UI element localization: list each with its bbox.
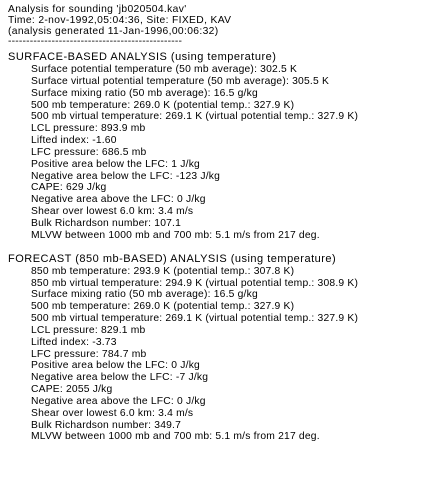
analysis-line: 500 mb temperature: 269.0 K (potential temp.: 327.9 K) <box>31 301 295 313</box>
analysis-line: Surface mixing ratio (50 mb average): 16.5 g/kg <box>31 87 258 99</box>
analysis-title-line: Analysis for sounding 'jb020504.kav' <box>8 4 187 15</box>
analysis-line: Negative area below the LFC: -123 J/kg <box>31 170 221 182</box>
analysis-line: Shear over lowest 6.0 km: 3.4 m/s <box>31 206 194 218</box>
analysis-line: CAPE: 2055 J/kg <box>31 384 113 396</box>
analysis-line: Bulk Richardson number: 349.7 <box>31 419 182 431</box>
analysis-line: Negative area above the LFC: 0 J/kg <box>31 194 206 206</box>
analysis-line: Surface mixing ratio (50 mb average): 16.5 g/kg <box>31 289 258 301</box>
analysis-line: MLVW between 1000 mb and 700 mb: 5.1 m/s from 217 deg. <box>31 431 320 443</box>
analysis-line: 500 mb virtual temperature: 269.1 K (virtual potential temp.: 327.9 K) <box>31 111 359 123</box>
analysis-line: 850 mb virtual temperature: 294.9 K (virtual potential temp.: 308.9 K) <box>31 277 359 289</box>
analysis-line: Bulk Richardson number: 107.1 <box>31 217 182 229</box>
analysis-line: LFC pressure: 686.5 mb <box>31 146 147 158</box>
analysis-line: Shear over lowest 6.0 km: 3.4 m/s <box>31 407 194 419</box>
forecast-analysis-lines <box>8 266 444 444</box>
forecast-analysis-section <box>8 253 444 444</box>
time-site-line: Time: 2-nov-1992,05:04:36, Site: FIXED, KAV <box>8 15 232 26</box>
analysis-line: LFC pressure: 784.7 mb <box>31 348 147 360</box>
header-separator: ------------------------------------------------ <box>8 36 183 47</box>
generated-timestamp-line: (analysis generated 11-Jan-1996,00:06:32) <box>8 26 219 37</box>
analysis-line: Positive area below the LFC: 0 J/kg <box>31 360 200 372</box>
analysis-line: 500 mb virtual temperature: 269.1 K (virtual potential temp.: 327.9 K) <box>31 313 359 325</box>
section-title: SURFACE-BASED ANALYSIS (using temperature) <box>8 51 277 63</box>
analysis-line: Positive area below the LFC: 1 J/kg <box>31 158 200 170</box>
surface-based-analysis-lines <box>8 64 444 242</box>
analysis-line: CAPE: 629 J/kg <box>31 182 107 194</box>
surface-based-analysis-section <box>8 51 444 242</box>
analysis-line: LCL pressure: 829.1 mb <box>31 324 146 336</box>
analysis-line: LCL pressure: 893.9 mb <box>31 123 146 135</box>
sounding-analysis-document <box>8 4 444 443</box>
analysis-line: 500 mb temperature: 269.0 K (potential temp.: 327.9 K) <box>31 99 295 111</box>
analysis-line: Lifted index: -3.73 <box>31 336 117 348</box>
section-title: FORECAST (850 mb-BASED) ANALYSIS (using temperature) <box>8 252 337 265</box>
analysis-line: Negative area above the LFC: 0 J/kg <box>31 395 206 407</box>
analysis-line: Lifted index: -1.60 <box>31 135 117 147</box>
analysis-line: Surface potential temperature (50 mb average): 302.5 K <box>31 64 298 75</box>
analysis-line: Surface virtual potential temperature (50 mb average): 305.5 K <box>31 75 330 87</box>
analysis-line: MLVW between 1000 mb and 700 mb: 5.1 m/s from 217 deg. <box>31 229 320 241</box>
analysis-line: Negative area below the LFC: -7 J/kg <box>31 372 209 384</box>
analysis-line: 850 mb temperature: 293.9 K (potential temp.: 307.8 K) <box>31 265 295 277</box>
